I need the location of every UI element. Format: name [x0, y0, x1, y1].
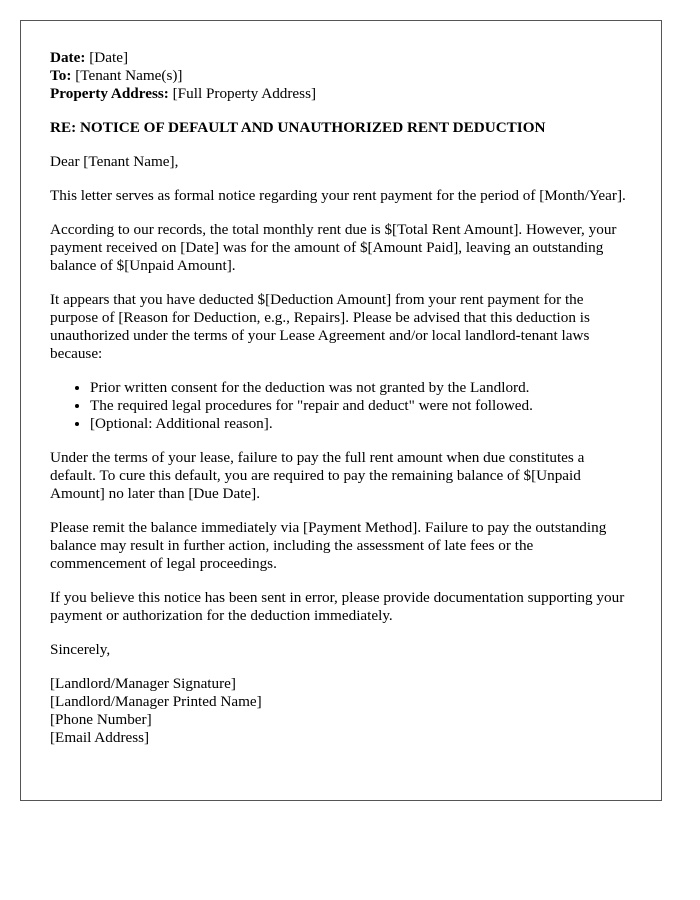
list-item: • [Optional: Additional reason].: [90, 415, 632, 433]
intro-paragraph: This letter serves as formal notice regarding your rent payment for the period of [Month/Year].: [50, 187, 626, 204]
signature-line: [Landlord/Manager Signature]: [50, 675, 236, 692]
date-value: [Date]: [89, 49, 129, 66]
printed-name-line: [Landlord/Manager Printed Name]: [50, 693, 262, 710]
closing: Sincerely,: [50, 641, 111, 658]
phone-line: [Phone Number]: [50, 711, 152, 728]
default-paragraph: Under the terms of your lease, failure to pay the full rent amount when due constitutes a default. To cure this default, you are required to pay the remaining balance of $[Unpaid Amount] no later than [Due Date].: [50, 449, 585, 502]
to-line: [50, 67, 632, 85]
reasons-list: [50, 379, 632, 433]
to-label: To:: [50, 67, 72, 84]
date-line: [50, 49, 632, 67]
list-item: • Prior written consent for the deduction was not granted by the Landlord.: [90, 379, 632, 397]
remit-paragraph: Please remit the balance immediately via [Payment Method]. Failure to pay the outstanding balance may result in further action, including the assessment of late fees or the commencement of legal proceedings.: [50, 519, 607, 572]
list-item: • The required legal procedures for "repair and deduct" were not followed.: [90, 397, 632, 415]
deduction-paragraph: It appears that you have deducted $[Deduction Amount] from your rent payment for the purpose of [Reason for Deduction, e.g., Repairs]. Please be advised that this deduction is unauthorized under the terms of your Lease Agreement and/or local landlord-tenant laws because:: [50, 291, 590, 362]
property-address-value: [Full Property Address]: [172, 85, 317, 102]
email-line: [Email Address]: [50, 729, 150, 746]
error-paragraph: If you believe this notice has been sent in error, please provide documentation supporting your payment or authorization for the deduction immediately.: [50, 589, 625, 624]
signature-block: [50, 675, 632, 747]
subject-line: RE: NOTICE OF DEFAULT AND UNAUTHORIZED RENT DEDUCTION: [50, 119, 546, 136]
to-value: [Tenant Name(s)]: [75, 67, 183, 84]
letter-document: [20, 20, 662, 801]
property-address-line: [50, 85, 632, 103]
date-label: Date:: [50, 49, 86, 66]
salutation: Dear [Tenant Name],: [50, 153, 179, 170]
property-address-label: Property Address:: [50, 85, 169, 102]
records-paragraph: According to our records, the total monthly rent due is $[Total Rent Amount]. However, your payment received on [Date] was for the amount of $[Amount Paid], leaving an outstanding balance of $[Unpaid Amount].: [50, 221, 617, 274]
